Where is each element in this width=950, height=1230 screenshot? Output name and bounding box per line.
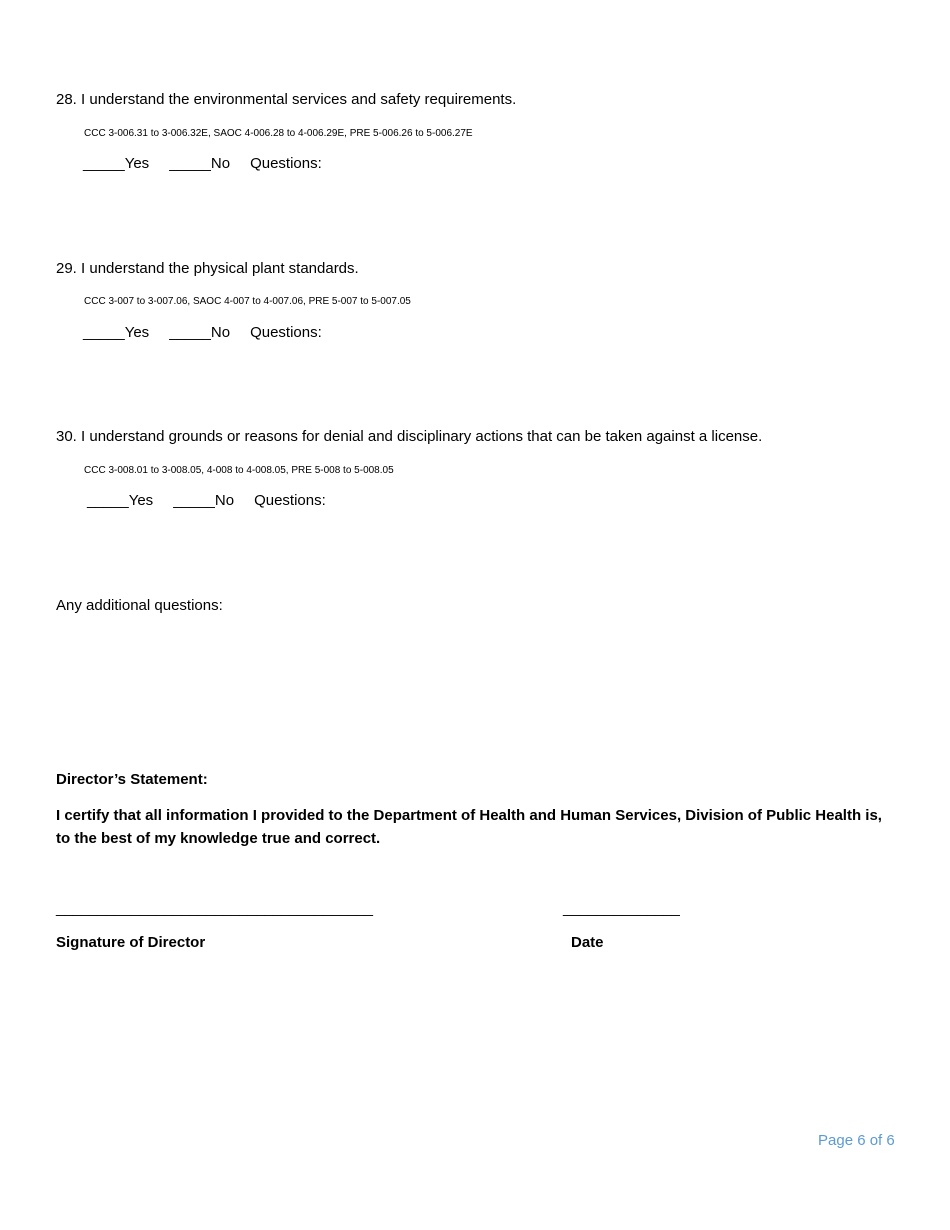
question-29-yes-option[interactable]: _____Yes	[83, 324, 150, 341]
date-line[interactable]: ______________	[563, 900, 680, 917]
question-30-answer-row	[87, 492, 326, 510]
additional-questions-label: Any additional questions:	[56, 597, 223, 614]
signature-line[interactable]: ______________________________________	[56, 900, 374, 917]
question-29-no-option[interactable]: _____No	[169, 324, 231, 341]
question-30-yes-option[interactable]: _____Yes	[87, 492, 154, 509]
question-28-text: 28. I understand the environmental services and safety requirements.	[56, 91, 517, 108]
question-29-text: 29. I understand the physical plant standards.	[56, 260, 359, 277]
question-28-refs: CCC 3-006.31 to 3-006.32E, SAOC 4-006.28 to 4-006.29E, PRE 5-006.26 to 5-006.27E	[84, 128, 473, 139]
question-28-no-option[interactable]: _____No	[169, 155, 231, 172]
question-29-questions-label: Questions:	[250, 324, 322, 341]
question-28-answer-row	[83, 155, 322, 173]
page-number: Page 6 of 6	[818, 1132, 895, 1149]
directors-statement-title: Director’s Statement:	[56, 771, 208, 788]
directors-statement-text: I certify that all information I provided to the Department of Health and Human Services, Division of Public Health is, to the best of my knowledge true and correct.	[56, 807, 882, 847]
question-29-answer-row	[83, 324, 322, 342]
question-30-text: 30. I understand grounds or reasons for denial and disciplinary actions that can be taken against a license.	[56, 428, 763, 445]
question-28-questions-label: Questions:	[250, 155, 322, 172]
question-30-refs: CCC 3-008.01 to 3-008.05, 4-008 to 4-008.05, PRE 5-008 to 5-008.05	[84, 465, 394, 476]
question-28-yes-option[interactable]: _____Yes	[83, 155, 150, 172]
question-30-questions-label: Questions:	[254, 492, 326, 509]
signature-label: Signature of Director	[56, 934, 206, 951]
date-label: Date	[571, 934, 604, 951]
question-29-refs: CCC 3-007 to 3-007.06, SAOC 4-007 to 4-007.06, PRE 5-007 to 5-007.05	[84, 296, 411, 307]
question-30-no-option[interactable]: _____No	[173, 492, 235, 509]
